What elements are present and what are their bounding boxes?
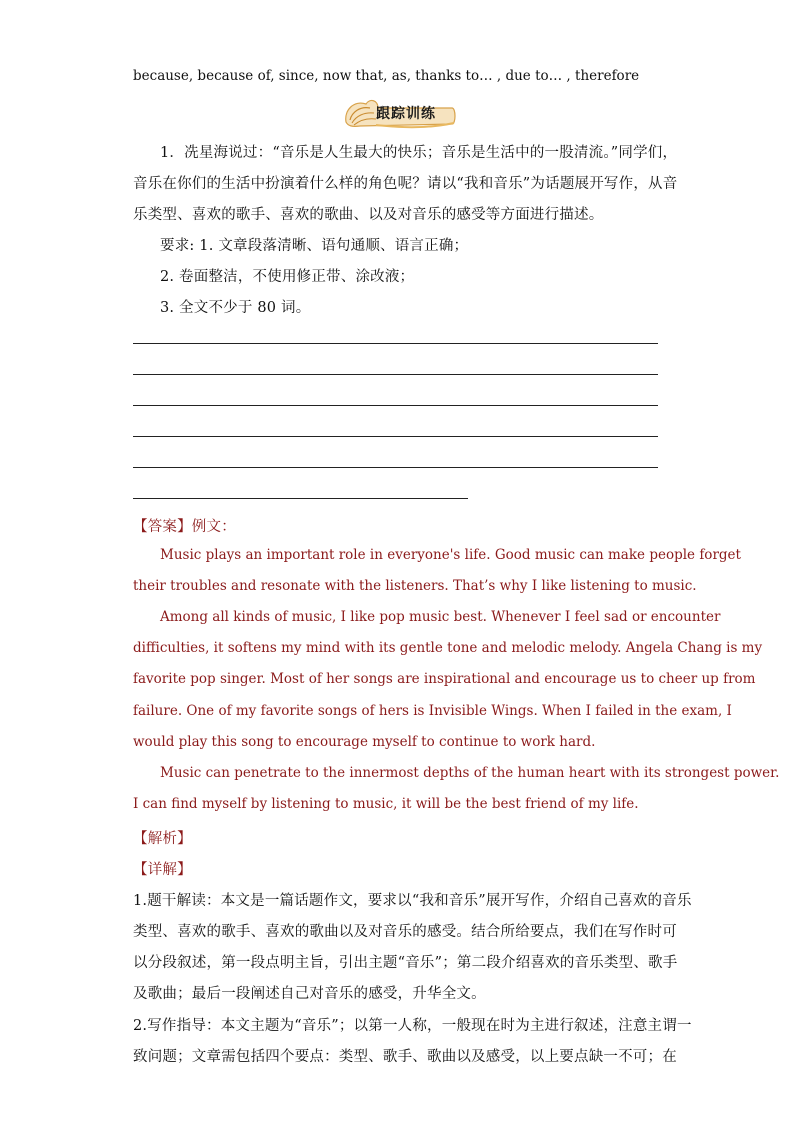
requirement-2: 2. 卷面整洁，不使用修正带、涂改液； <box>160 269 415 285</box>
requirement-3: 3. 全文不少于 80 词。 <box>160 300 311 316</box>
answer-label <box>133 515 236 536</box>
answer-label-text: 【答案】例文： <box>133 519 236 535</box>
detail-line: 2.写作指导：本文主题为“音乐”；以第一人称，一般现在时为主进行叙述，注意主谓一 <box>133 1018 692 1034</box>
writing-line <box>133 467 658 468</box>
detail-line: 致问题；文章需包括四个要点：类型、歌手、歌曲以及感受，以上要点缺一不可；在 <box>133 1049 677 1065</box>
task-text: 1．冼星海说过：“音乐是人生最大的快乐；音乐是生活中的一股清流。”同学们， <box>160 145 678 161</box>
essay-line: I can find myself by listening to music, it will be the best friend of my life. <box>133 796 639 812</box>
essay-line: Music can penetrate to the innermost depths of the human heart with its strongest power. <box>160 765 780 781</box>
task-text: 音乐在你们的生活中扮演着什么样的角色呢？请以“我和音乐”为话题展开写作，从音 <box>133 176 678 192</box>
detail-line: 以分段叙述，第一段点明主旨，引出主题“音乐”；第二段介绍喜欢的音乐类型、歌手 <box>133 955 678 971</box>
essay-line: Music plays an important role in everyone's life. Good music can make people forget <box>160 547 741 563</box>
writing-line <box>133 498 468 499</box>
detail-label: 【详解】 <box>133 862 192 878</box>
section-banner <box>340 96 458 130</box>
connectives-line: because, because of, since, now that, as, thanks to… , due to… , therefore <box>133 68 640 84</box>
writing-line <box>133 374 658 375</box>
essay-line: difficulties, it softens my mind with its gentle tone and melodic melody. Angela Chang is my <box>133 640 763 656</box>
analysis-label: 【解析】 <box>133 831 192 847</box>
essay-line: would play this song to encourage myself to continue to work hard. <box>133 734 596 750</box>
writing-line <box>133 436 658 437</box>
detail-line: 1.题干解读：本文是一篇话题作文，要求以“我和音乐”展开写作，介绍自己喜欢的音乐 <box>133 893 692 909</box>
essay-line: their troubles and resonate with the listeners. That’s why I like listening to music. <box>133 578 697 594</box>
writing-line <box>133 405 658 406</box>
essay-line: failure. One of my favorite songs of hers is Invisible Wings. When I failed in the exam, I <box>133 703 732 719</box>
writing-line <box>133 343 658 344</box>
detail-line: 及歌曲；最后一段阐述自己对音乐的感受，升华全文。 <box>133 986 486 1002</box>
essay-line: Among all kinds of music, I like pop music best. Whenever I feel sad or encounter <box>160 609 721 625</box>
task-text: 乐类型、喜欢的歌手、喜欢的歌曲、以及对音乐的感受等方面进行描述。 <box>133 207 604 223</box>
banner-title: 跟踪训练 <box>376 106 436 122</box>
detail-line: 类型、喜欢的歌手、喜欢的歌曲以及对音乐的感受。结合所给要点，我们在写作时可 <box>133 924 677 940</box>
essay-line: favorite pop singer. Most of her songs are inspirational and encourage us to cheer up from <box>133 671 756 687</box>
requirement-1: 要求: 1. 文章段落清晰、语句通顺、语言正确； <box>160 238 469 254</box>
